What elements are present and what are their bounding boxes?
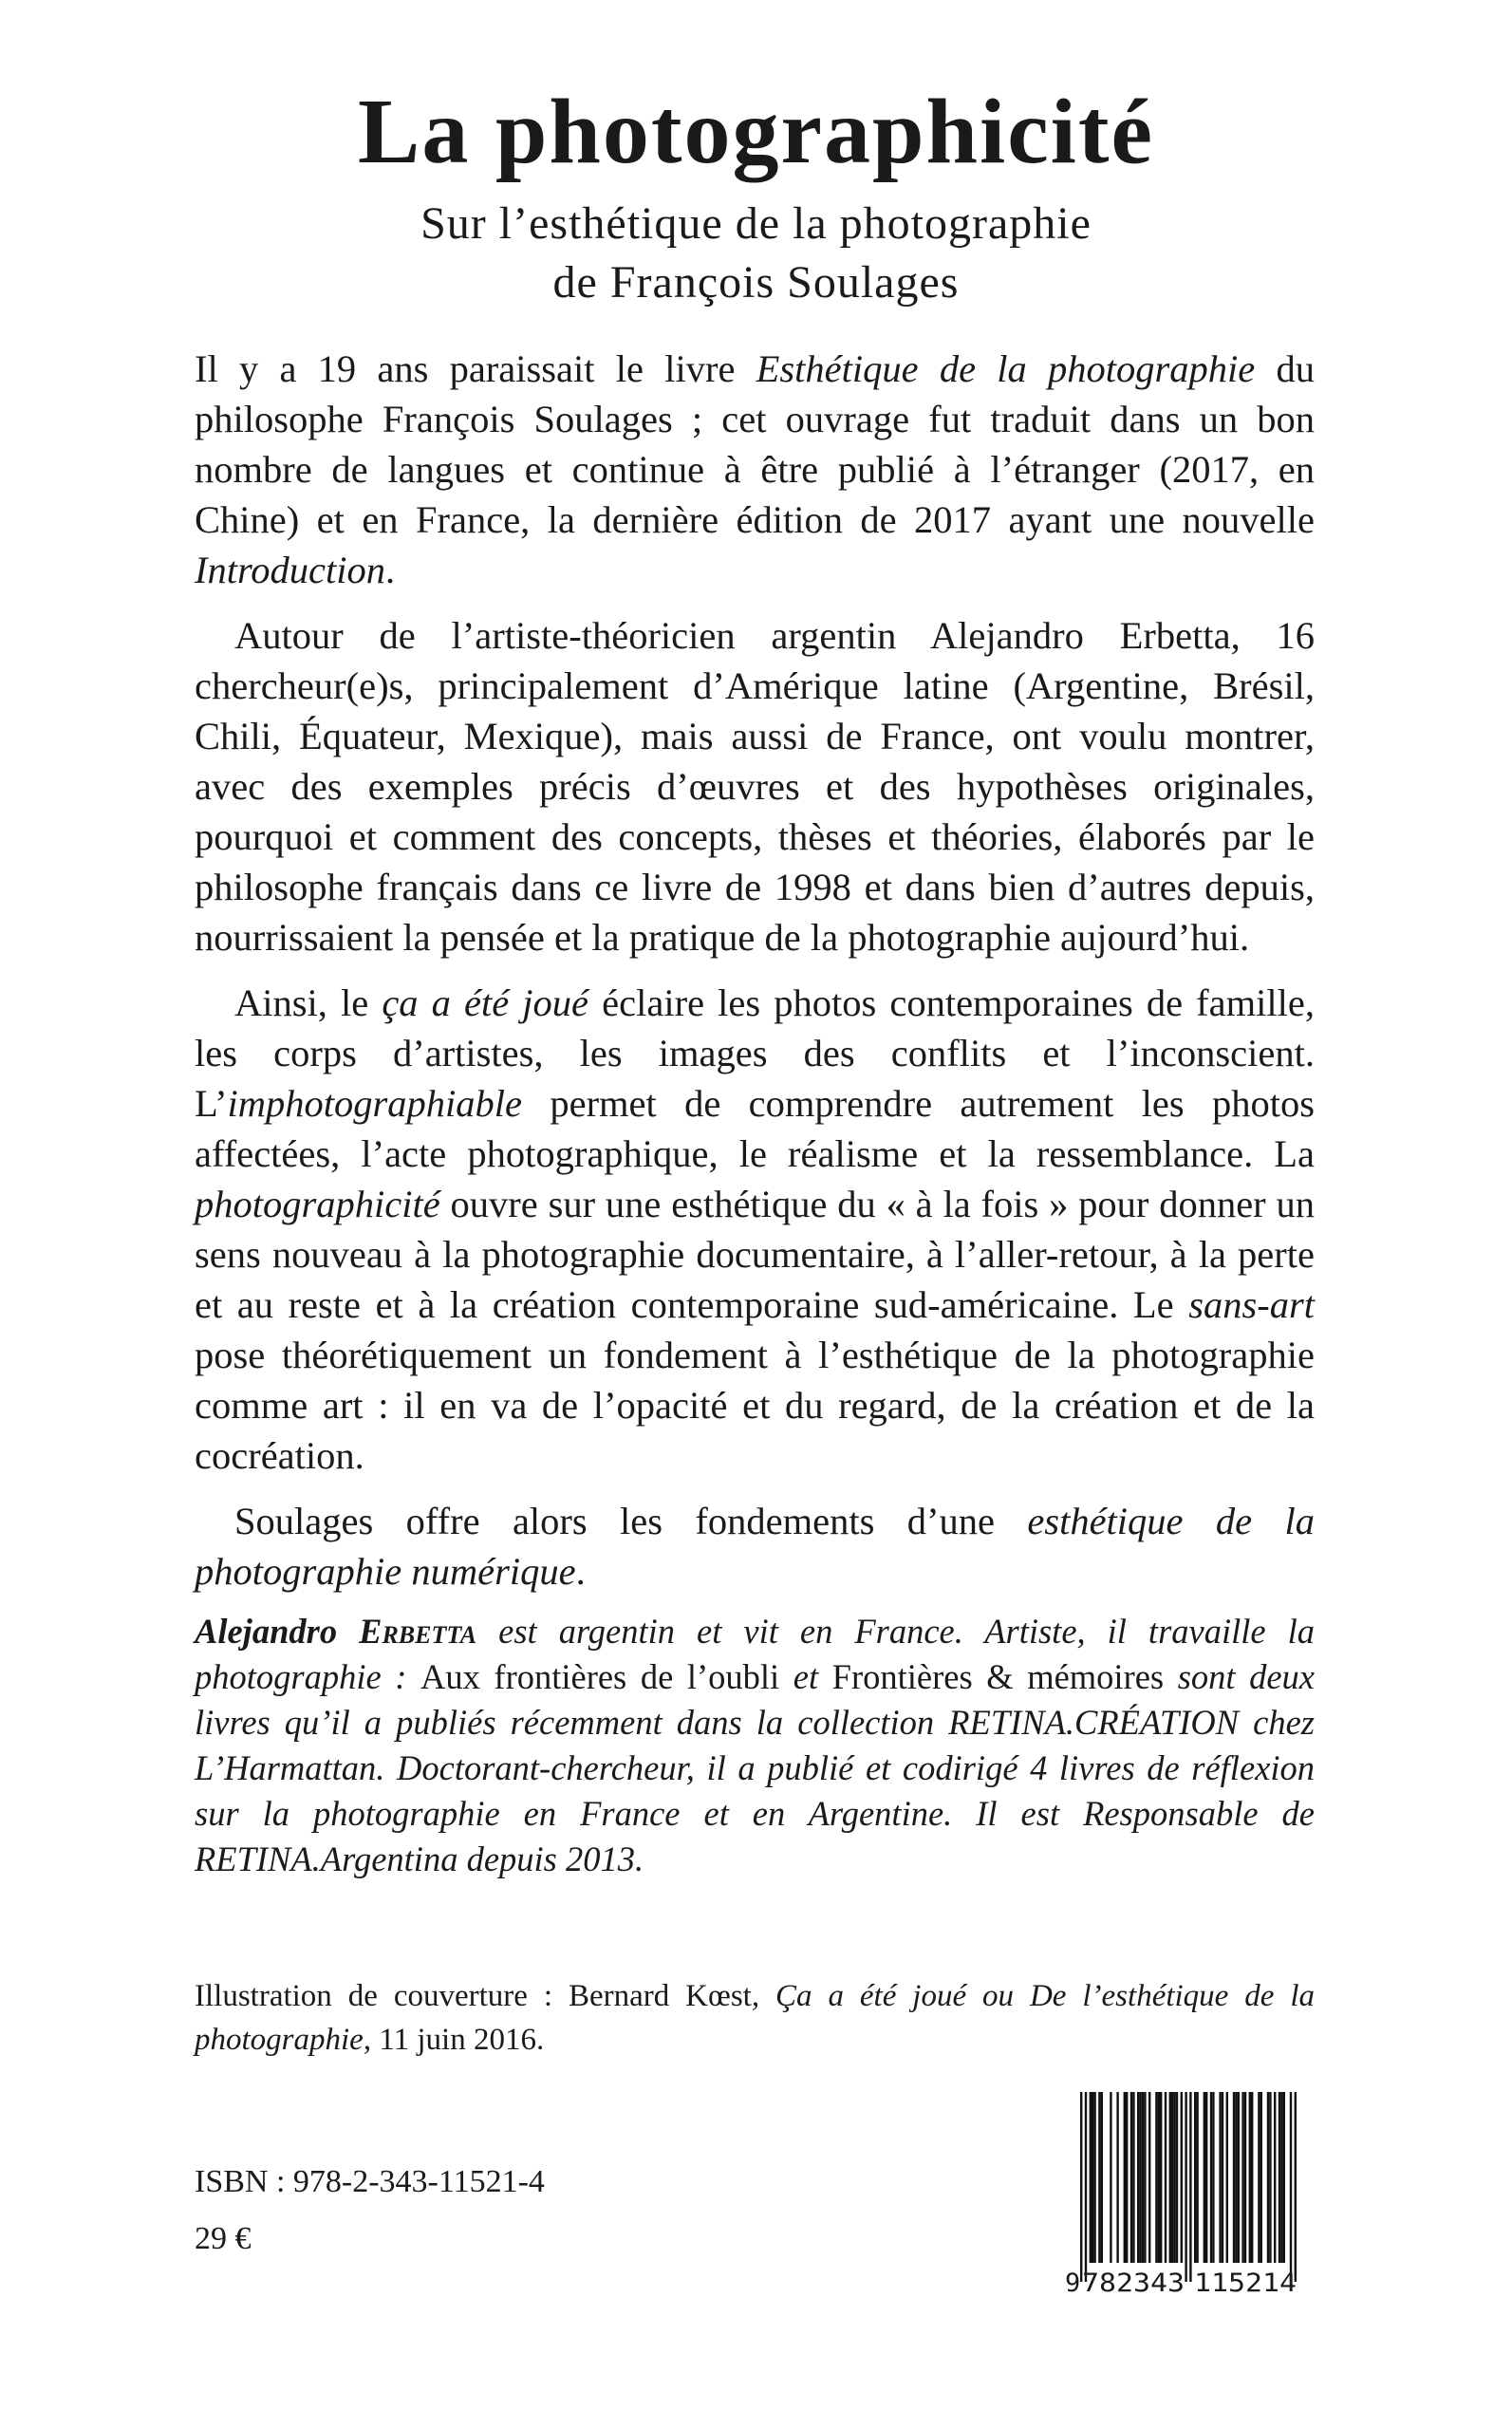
barcode-bar <box>1205 2092 1207 2263</box>
barcode-bar <box>1173 2092 1175 2263</box>
barcode-bar <box>1226 2092 1228 2263</box>
barcode-bar <box>1142 2092 1144 2263</box>
cover-illustration-credit: Illustration de couverture : Bernard Kœst, Ça a été joué ou De l’esthétique de la photographie, 11 juin 2016. <box>195 1979 1315 2057</box>
barcode-bar <box>1132 2092 1134 2263</box>
barcode-bar <box>1280 2092 1282 2263</box>
barcode-bar <box>1148 2092 1150 2263</box>
barcode-bar <box>1295 2092 1297 2282</box>
barcode-bar <box>1279 2092 1280 2263</box>
barcode-bar <box>1290 2092 1292 2282</box>
subtitle-line-1: Sur l’esthétique de la photographie <box>420 198 1092 249</box>
barcode-bar <box>1249 2092 1251 2263</box>
barcode-bar <box>1176 2092 1178 2263</box>
barcode-bar <box>1219 2092 1221 2263</box>
subtitle-line-2: de François Soulages <box>552 257 960 308</box>
barcode <box>1061 2088 1316 2297</box>
blurb-paragraph-2: Autour de l’artiste-théoricien argentin Alejandro Erbetta, 16 chercheur(e)s, principalement d’Amérique latine (Argentine, Brésil, Chili, Équateur, Mexique), mais aussi de France, ont voulu montrer, avec des exemples précis d’œuvres et des hypothèses originales, pourquoi et comment des concepts, thèses et théories, élaborés par le philosophe français dans ce livre de 1998 et dans bien d’autres depuis, nourrissaient la pensée et la pratique de la photographie aujourd’hui. <box>195 614 1315 959</box>
barcode-bar <box>1210 2092 1212 2263</box>
barcode-left-digits: 782343 <box>1082 2269 1185 2297</box>
barcode-bar <box>1238 2092 1240 2263</box>
book-title: La photographicité <box>357 81 1155 183</box>
book-subtitle <box>0 195 1512 312</box>
barcode-bar <box>1160 2092 1162 2263</box>
blurb-paragraph-4: Soulages offre alors les fondements d’une esthétique de la photographie numérique. <box>195 1500 1315 1593</box>
barcode-bar <box>1137 2092 1139 2263</box>
isbn: ISBN : 978-2-343-11521-4 <box>195 2164 545 2199</box>
barcode-bar <box>1124 2092 1126 2263</box>
barcode-bar <box>1222 2092 1223 2263</box>
barcode-bar <box>1212 2092 1214 2263</box>
blurb <box>195 344 1315 1612</box>
barcode-bar <box>1274 2092 1276 2263</box>
barcode-bar <box>1267 2092 1269 2263</box>
barcode-bar <box>1258 2092 1260 2263</box>
barcode-bar <box>1130 2092 1132 2263</box>
barcode-bar <box>1090 2092 1092 2263</box>
barcode-bar <box>1171 2092 1173 2263</box>
barcode-bar <box>1085 2092 1087 2282</box>
barcode-bar <box>1194 2092 1196 2263</box>
barcode-bar <box>1269 2092 1271 2263</box>
barcode-bar <box>1185 2092 1186 2282</box>
barcode-bar <box>1235 2092 1237 2263</box>
barcode-bar <box>1251 2092 1253 2263</box>
barcode-bar <box>1244 2092 1246 2263</box>
barcode-bar <box>1169 2092 1171 2263</box>
barcode-bar <box>1098 2092 1100 2263</box>
barcode-bar <box>1204 2092 1205 2263</box>
barcode-first-digit: 9 <box>1065 2269 1081 2297</box>
barcode-bar <box>1233 2092 1235 2263</box>
barcode-bar <box>1126 2092 1128 2263</box>
barcode-bar <box>1101 2092 1103 2263</box>
author-first-name: Alejandro <box>195 1612 360 1651</box>
barcode-bar <box>1080 2092 1082 2282</box>
price: 29 € <box>195 2221 252 2256</box>
barcode-right-digits: 115214 <box>1194 2269 1297 2297</box>
barcode-bar <box>1260 2092 1262 2263</box>
barcode-bar <box>1139 2092 1141 2263</box>
barcode-bar <box>1093 2092 1095 2263</box>
barcode-bar <box>1165 2092 1167 2263</box>
barcode-bar <box>1283 2092 1285 2263</box>
blurb-paragraph-1: Il y a 19 ans paraissait le livre Esthétique de la photographie du philosophe François Soulages ; cet ouvrage fut traduit dans un bon nombre de langues et continue à être publié à l’étranger (2017, en Chine) et en France, la dernière édition de 2017 ayant une nouvelle Introduction. <box>195 347 1315 591</box>
barcode-bar <box>1116 2092 1118 2263</box>
barcode-bar <box>1189 2092 1191 2282</box>
barcode-bar <box>1092 2092 1093 2263</box>
barcode-bar <box>1196 2092 1198 2263</box>
blurb-paragraph-3: Ainsi, le ça a été joué éclaire les photos contemporaines de famille, les corps d’artistes, les images des conflits et l’inconscient. L’imphotographiable permet de comprendre autrement les photos affectées, l’acte photographique, le réalisme et la ressemblance. La photographicité ouvre sur une esthétique du « à la fois » pour donner un sens nouveau à la photographie documentaire, à l’aller-retour, à la perte et au reste et à la création contemporaine sud-américaine. Le sans-art pose théorétiquement un fondement à l’esthétique de la photographie comme art : il en va de l’opacité et du regard, de la création et de la cocréation. <box>195 981 1315 1477</box>
barcode-bar <box>1110 2092 1111 2263</box>
barcode-bar <box>1241 2092 1243 2263</box>
author-last-name: Erbetta <box>359 1612 477 1651</box>
barcode-bar <box>1155 2092 1157 2263</box>
barcode-bar <box>1144 2092 1146 2263</box>
barcode-bar <box>1158 2092 1160 2263</box>
author-book-2: Frontières & mémoires <box>831 1657 1165 1696</box>
barcode-bar <box>1181 2092 1183 2263</box>
author-bio: Alejandro Erbetta est argentin et vit en France. Artiste, il travaille la photographie : Aux frontières de l’oubli et Frontières & mémoires sont deux livres qu’il a publiés récemment dans la collection RETINA.CRÉATION chez L’Harmattan. Doctorant-chercheur, il a publié et codirigé 4 livres de réflexion sur la photographie en France et en Argentine. Il est Responsable de RETINA.Argentina depuis 2013. <box>195 1612 1316 1878</box>
author-book-1: Aux frontières de l’oubli <box>420 1657 780 1696</box>
